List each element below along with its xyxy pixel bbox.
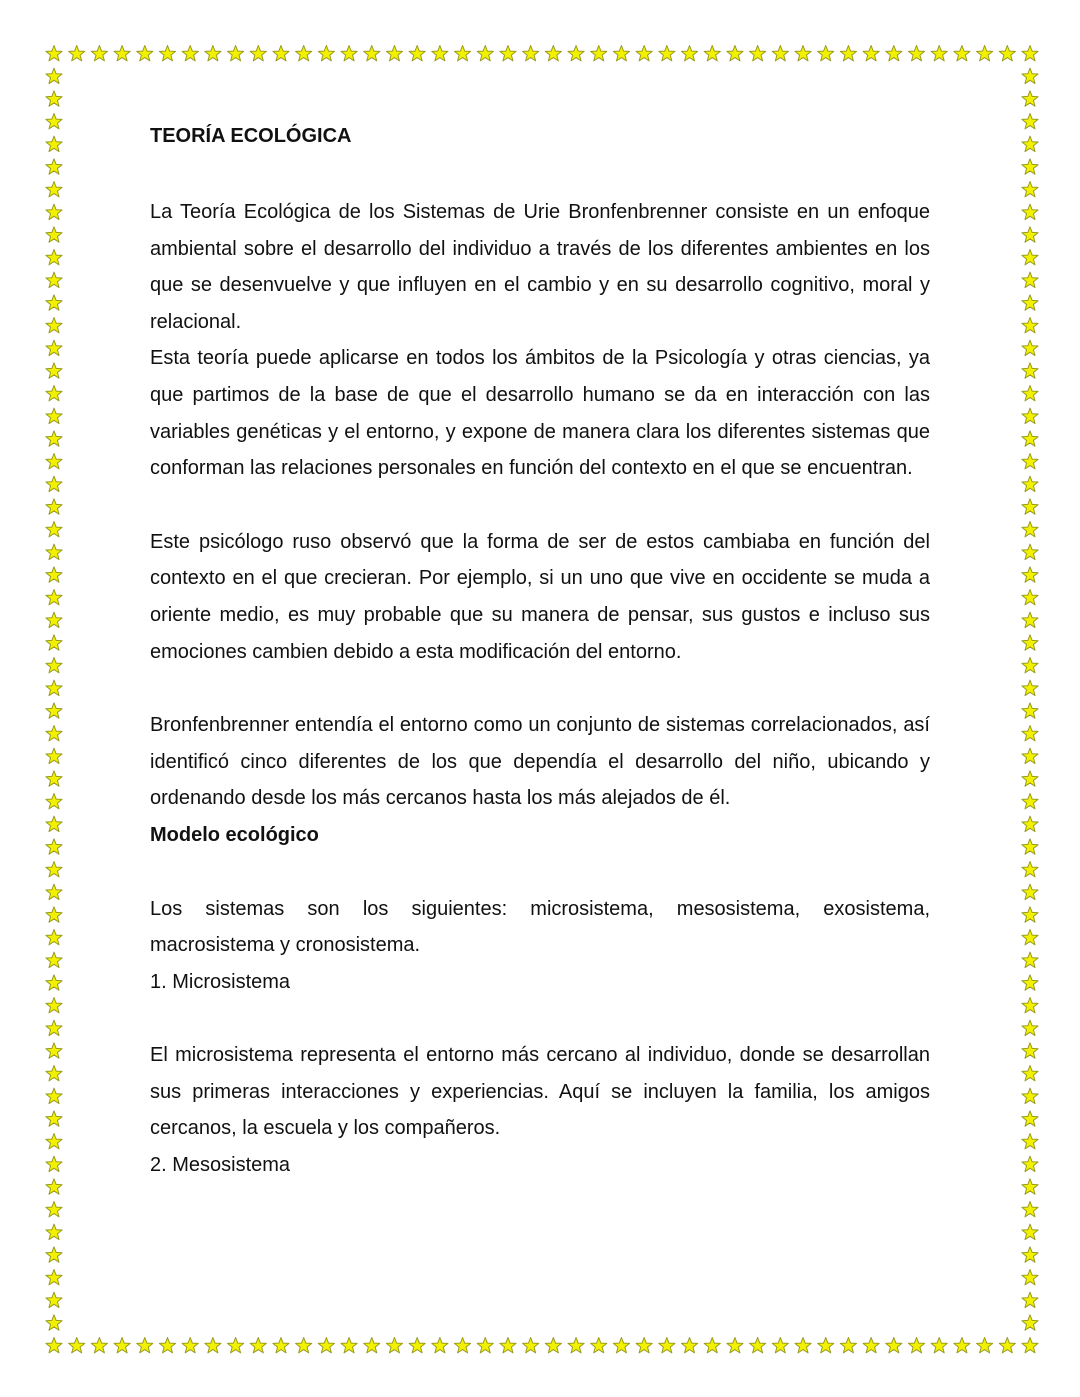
- star-icon: [409, 46, 425, 61]
- star-icon: [1022, 590, 1038, 605]
- star-icon: [977, 46, 993, 61]
- star-icon: [750, 46, 766, 61]
- star-icon: [46, 454, 62, 469]
- star-icon: [1022, 454, 1038, 469]
- star-icon: [46, 1292, 62, 1307]
- star-icon: [1022, 1156, 1038, 1171]
- star-icon: [1022, 159, 1038, 174]
- star-icon: [1022, 1020, 1038, 1035]
- star-icon: [364, 1338, 380, 1353]
- star-icon: [228, 1338, 244, 1353]
- star-icon: [46, 318, 62, 333]
- star-icon: [46, 862, 62, 877]
- star-icon: [1022, 1292, 1038, 1307]
- star-icon: [523, 1338, 539, 1353]
- star-icon: [386, 1338, 402, 1353]
- star-icon: [681, 1338, 697, 1353]
- paragraph-systems-list: Los sistemas son los siguientes: microsistema, mesosistema, exosistema, macrosistema y cronosistema.: [150, 897, 930, 957]
- star-icon: [296, 46, 312, 61]
- star-icon: [1022, 136, 1038, 151]
- star-icon: [1022, 862, 1038, 877]
- star-icon: [46, 295, 62, 310]
- star-icon: [545, 1338, 561, 1353]
- star-icon: [250, 46, 266, 61]
- star-icon: [1022, 1224, 1038, 1239]
- star-icon: [1022, 476, 1038, 491]
- star-icon: [1022, 748, 1038, 763]
- star-icon: [46, 998, 62, 1013]
- star-icon: [704, 46, 720, 61]
- star-icon: [613, 1338, 629, 1353]
- star-icon: [46, 204, 62, 219]
- star-icon: [46, 136, 62, 151]
- star-icon: [46, 1224, 62, 1239]
- star-icon: [46, 1247, 62, 1262]
- star-icon: [432, 1338, 448, 1353]
- star-icon: [46, 340, 62, 355]
- star-icon: [659, 46, 675, 61]
- star-icon: [454, 1338, 470, 1353]
- star-icon: [46, 567, 62, 582]
- star-icon: [1022, 930, 1038, 945]
- star-icon: [1022, 1270, 1038, 1285]
- paragraph-microsystem: El microsistema representa el entorno más cercano al individuo, donde se desarrollan sus primeras interacciones y experiencias. Aquí se incluyen la familia, los amigos cercanos, la escuela y los compañeros.: [150, 1044, 930, 1140]
- star-icon: [500, 46, 516, 61]
- star-icon: [46, 612, 62, 627]
- star-icon: [386, 46, 402, 61]
- star-icon: [1022, 318, 1038, 333]
- star-icon: [1022, 1066, 1038, 1081]
- star-icon: [69, 46, 85, 61]
- star-icon: [1022, 1111, 1038, 1126]
- star-icon: [545, 46, 561, 61]
- star-icon: [46, 1270, 62, 1285]
- paragraph-observation: Este psicólogo ruso observó que la forma de ser de estos cambiaba en función del contexto en el que crecieran. Por ejemplo, si un uno que vive en occidente se muda a oriente medio, es muy probable que su manera de pensar, sus gustos e incluso sus emociones cambien debido a esta modificación del entorno.: [150, 530, 930, 663]
- star-icon: [1022, 703, 1038, 718]
- star-icon: [46, 680, 62, 695]
- star-icon: [1022, 975, 1038, 990]
- star-icon: [863, 46, 879, 61]
- star-icon: [91, 1338, 107, 1353]
- star-icon: [1022, 114, 1038, 129]
- star-icon: [341, 1338, 357, 1353]
- star-icon: [750, 1338, 766, 1353]
- star-icon: [46, 1020, 62, 1035]
- star-icon: [1022, 272, 1038, 287]
- star-icon: [46, 91, 62, 106]
- star-icon: [1022, 340, 1038, 355]
- star-icon: [1022, 386, 1038, 401]
- star-icon: [1022, 952, 1038, 967]
- star-icon: [46, 930, 62, 945]
- star-icon: [1022, 522, 1038, 537]
- star-icon: [1022, 182, 1038, 197]
- star-icon: [46, 1088, 62, 1103]
- star-icon: [46, 1156, 62, 1171]
- star-icon: [1022, 884, 1038, 899]
- star-icon: [250, 1338, 266, 1353]
- star-icon: [159, 46, 175, 61]
- star-icon: [46, 1134, 62, 1149]
- star-icon: [1022, 1134, 1038, 1149]
- document-title: TEORÍA ECOLÓGICA: [150, 125, 352, 147]
- star-icon: [46, 363, 62, 378]
- star-icon: [273, 46, 289, 61]
- subheading-ecological-model: Modelo ecológico: [150, 823, 319, 846]
- star-icon: [977, 1338, 993, 1353]
- star-icon: [1022, 680, 1038, 695]
- star-icon: [1022, 408, 1038, 423]
- star-icon: [432, 46, 448, 61]
- star-icon: [1022, 816, 1038, 831]
- star-icon: [46, 1202, 62, 1217]
- star-icon: [46, 952, 62, 967]
- star-icon: [46, 794, 62, 809]
- star-icon: [954, 46, 970, 61]
- star-icon: [454, 46, 470, 61]
- star-icon: [1022, 907, 1038, 922]
- star-icon: [863, 1338, 879, 1353]
- star-icon: [1022, 431, 1038, 446]
- star-icon: [477, 1338, 493, 1353]
- star-icon: [500, 1338, 516, 1353]
- star-icon: [1022, 544, 1038, 559]
- star-icon: [46, 726, 62, 741]
- star-icon: [840, 46, 856, 61]
- document-body: [150, 120, 930, 1184]
- star-icon: [727, 1338, 743, 1353]
- star-icon: [704, 1338, 720, 1353]
- star-icon: [228, 46, 244, 61]
- star-icon: [1022, 1088, 1038, 1103]
- star-icon: [46, 839, 62, 854]
- star-icon: [46, 431, 62, 446]
- star-icon: [46, 250, 62, 265]
- star-icon: [46, 1111, 62, 1126]
- star-icon: [296, 1338, 312, 1353]
- star-icon: [46, 68, 62, 83]
- star-icon: [46, 658, 62, 673]
- star-icon: [46, 114, 62, 129]
- star-icon: [46, 159, 62, 174]
- star-icon: [46, 1179, 62, 1194]
- star-icon: [205, 46, 221, 61]
- star-icon: [46, 522, 62, 537]
- star-icon: [46, 272, 62, 287]
- star-icon: [318, 46, 334, 61]
- star-icon: [591, 46, 607, 61]
- star-icon: [568, 1338, 584, 1353]
- star-icon: [318, 1338, 334, 1353]
- star-icon: [931, 46, 947, 61]
- star-icon: [46, 1043, 62, 1058]
- star-icon: [46, 771, 62, 786]
- star-icon: [523, 46, 539, 61]
- star-icon: [182, 1338, 198, 1353]
- star-icon: [114, 46, 130, 61]
- star-icon: [886, 1338, 902, 1353]
- star-icon: [1022, 227, 1038, 242]
- star-icon: [409, 1338, 425, 1353]
- star-icon: [954, 1338, 970, 1353]
- star-icon: [568, 46, 584, 61]
- star-icon: [341, 46, 357, 61]
- star-icon: [46, 975, 62, 990]
- star-icon: [137, 46, 153, 61]
- star-icon: [636, 1338, 652, 1353]
- star-icon: [840, 1338, 856, 1353]
- star-icon: [46, 476, 62, 491]
- star-icon: [1022, 998, 1038, 1013]
- star-icon: [591, 1338, 607, 1353]
- star-icon: [1022, 1179, 1038, 1194]
- star-icon: [46, 1066, 62, 1081]
- star-icon: [46, 1338, 62, 1353]
- star-icon: [818, 1338, 834, 1353]
- star-icon: [46, 46, 62, 61]
- star-icon: [91, 46, 107, 61]
- star-icon: [659, 1338, 675, 1353]
- star-icon: [772, 1338, 788, 1353]
- star-icon: [795, 46, 811, 61]
- list-item-mesosistema: 2. Mesosistema: [150, 1154, 291, 1177]
- star-icon: [1022, 1338, 1038, 1353]
- star-icon: [182, 46, 198, 61]
- star-icon: [46, 182, 62, 197]
- star-icon: [46, 227, 62, 242]
- star-icon: [886, 46, 902, 61]
- paragraph-application: Esta teoría puede aplicarse en todos los ámbitos de la Psicología y otras ciencias, ya que partimos de la base de que el desarrollo humano se da en interacción con las variables genéticas y el entorno, y expone de manera clara los diferentes sistemas que conforman las relaciones personales en función del contexto en el que se encuentran.: [150, 347, 930, 480]
- star-icon: [795, 1338, 811, 1353]
- star-icon: [137, 1338, 153, 1353]
- paragraph-intro: La Teoría Ecológica de los Sistemas de Urie Bronfenbrenner consiste en un enfoque ambiental sobre el desarrollo del individuo a través de los diferentes ambientes en los que se desenvuelve y que influyen en el cambio y en su desarrollo cognitivo, moral y relacional.: [150, 201, 930, 333]
- star-icon: [46, 408, 62, 423]
- star-icon: [273, 1338, 289, 1353]
- star-icon: [999, 1338, 1015, 1353]
- star-icon: [1022, 771, 1038, 786]
- star-icon: [46, 544, 62, 559]
- star-icon: [1022, 794, 1038, 809]
- star-icon: [46, 386, 62, 401]
- star-icon: [46, 816, 62, 831]
- star-icon: [1022, 1247, 1038, 1262]
- star-icon: [908, 46, 924, 61]
- star-icon: [46, 884, 62, 899]
- star-icon: [46, 748, 62, 763]
- star-icon: [364, 46, 380, 61]
- star-icon: [613, 46, 629, 61]
- star-icon: [681, 46, 697, 61]
- star-icon: [46, 590, 62, 605]
- star-icon: [114, 1338, 130, 1353]
- star-icon: [999, 46, 1015, 61]
- star-icon: [1022, 499, 1038, 514]
- star-icon: [931, 1338, 947, 1353]
- star-icon: [159, 1338, 175, 1353]
- star-icon: [69, 1338, 85, 1353]
- star-icon: [1022, 1043, 1038, 1058]
- star-icon: [1022, 46, 1038, 61]
- list-item-microsistema: 1. Microsistema: [150, 970, 291, 993]
- star-icon: [46, 1315, 62, 1330]
- star-icon: [1022, 658, 1038, 673]
- star-icon: [1022, 68, 1038, 83]
- star-icon: [1022, 612, 1038, 627]
- star-icon: [46, 703, 62, 718]
- star-icon: [46, 907, 62, 922]
- star-icon: [1022, 250, 1038, 265]
- star-icon: [908, 1338, 924, 1353]
- star-icon: [772, 46, 788, 61]
- star-icon: [1022, 295, 1038, 310]
- star-icon: [1022, 567, 1038, 582]
- star-icon: [1022, 839, 1038, 854]
- star-icon: [477, 46, 493, 61]
- star-icon: [1022, 1315, 1038, 1330]
- star-icon: [636, 46, 652, 61]
- star-icon: [205, 1338, 221, 1353]
- star-icon: [1022, 91, 1038, 106]
- star-icon: [1022, 1202, 1038, 1217]
- star-icon: [46, 499, 62, 514]
- star-icon: [1022, 363, 1038, 378]
- star-icon: [1022, 635, 1038, 650]
- paragraph-systems-intro: Bronfenbrenner entendía el entorno como un conjunto de sistemas correlacionados, así identificó cinco diferentes de los que dependía el desarrollo del niño, ubicando y ordenando desde los más cercanos hasta los más alejados de él.: [150, 714, 930, 810]
- star-icon: [727, 46, 743, 61]
- star-icon: [46, 635, 62, 650]
- star-icon: [1022, 726, 1038, 741]
- star-icon: [818, 46, 834, 61]
- star-icon: [1022, 204, 1038, 219]
